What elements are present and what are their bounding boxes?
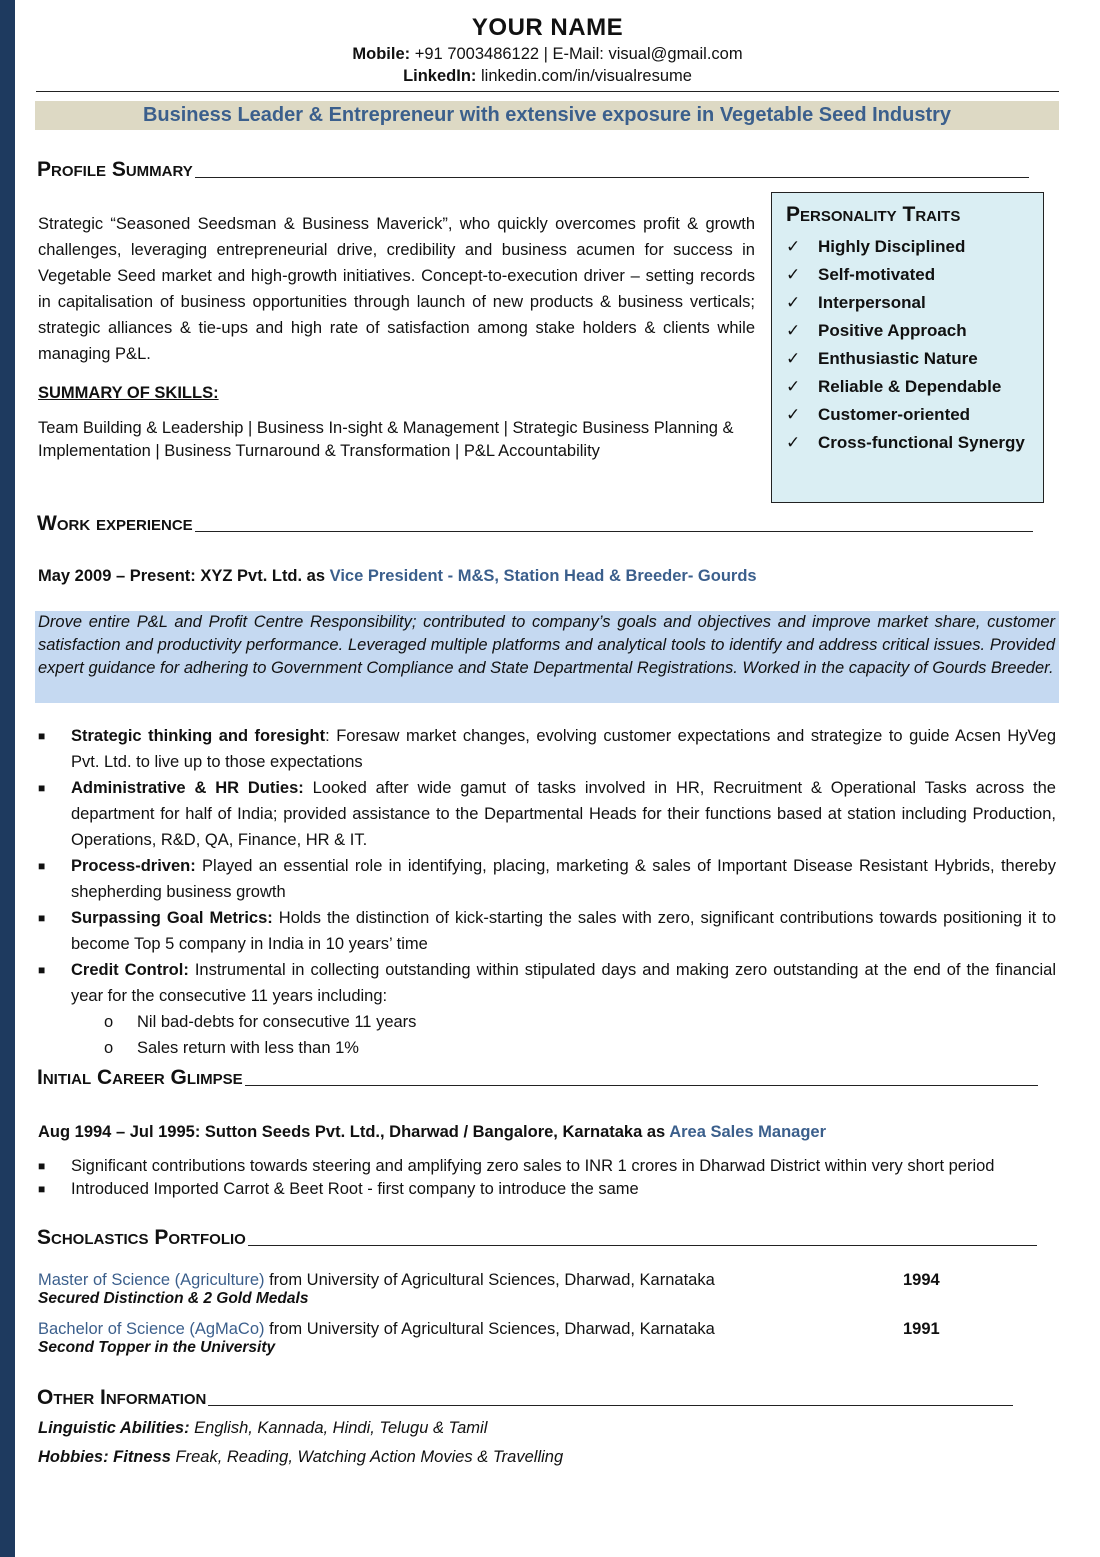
check-icon: ✓ [786, 349, 801, 368]
trait-item [786, 401, 1029, 429]
work-experience-heading [37, 512, 1033, 536]
work-bullet-text [71, 853, 1056, 905]
work-bullet-body: Instrumental in collecting outstanding within stipulated days and making zero outstanding at the end of the financial year for the consecutive 11 years including: [71, 961, 1056, 1005]
trait-label: Cross-functional Synergy [818, 433, 1025, 452]
degree-year: 1994 [903, 1271, 940, 1289]
bullet-square-icon: ■ [38, 1159, 46, 1173]
work-bullet-title: Surpassing Goal Metrics: [71, 909, 273, 927]
work-bullet-item [38, 775, 1056, 853]
work-bullet-body: Looked after wide gamut of tasks involved in HR, Recruitment & Operational Tasks across the department for half of India; provided assistance to the Departmental Heads for their functions based at station including Production, Operations, R&D, QA, Finance, HR & IT. [71, 779, 1056, 849]
trait-item [786, 261, 1029, 289]
education-list [38, 1271, 998, 1357]
trait-label: Customer-oriented [818, 405, 971, 424]
check-icon: ✓ [786, 265, 801, 284]
work-bullet-text [71, 775, 1056, 853]
bullet-square-icon: ■ [38, 963, 46, 977]
hobbies [38, 1448, 563, 1467]
degree-institution: from University of Agricultural Sciences, Dharwad, Karnataka [264, 1271, 715, 1289]
linguistic-label: Linguistic Abilities: [38, 1419, 190, 1437]
work-bullet-body: Holds the distinction of kick-starting the sales with zero, significant contributions towards positioning it to become Top 5 company in India in 10 years’ time [71, 909, 1056, 953]
header-divider [36, 91, 1059, 92]
headline-banner: Business Leader & Entrepreneur with extensive exposure in Vegetable Seed Industry [35, 101, 1059, 130]
degree-institution: from University of Agricultural Sciences, Dharwad, Karnataka [264, 1320, 715, 1338]
check-icon: ✓ [786, 237, 801, 256]
initial-career-title: Initial Career Glimpse [37, 1066, 243, 1089]
bullet-square-icon: ■ [38, 1182, 46, 1196]
career-bullet-text: Introduced Imported Carrot & Beet Root - first company to introduce the same [71, 1180, 639, 1198]
check-icon: ✓ [786, 321, 801, 340]
bullet-square-icon: ■ [38, 781, 46, 795]
trait-item [786, 429, 1029, 457]
trait-label: Reliable & Dependable [818, 377, 1002, 396]
trait-item [786, 373, 1029, 401]
bullet-square-icon: ■ [38, 859, 46, 873]
education-degree-line [38, 1320, 715, 1339]
check-icon: ✓ [786, 405, 801, 424]
career-bullet-item [38, 1155, 1056, 1178]
trait-label: Self-motivated [818, 265, 936, 284]
mobile-email-value: +91 7003486122 | E-Mail: visual@gmail.com [410, 45, 743, 63]
bullet-circle-icon: o [104, 1039, 114, 1057]
work-sub-bullet-item [104, 1009, 1056, 1035]
trait-label: Highly Disciplined [818, 237, 966, 256]
degree-year: 1991 [903, 1320, 940, 1338]
trait-item [786, 289, 1029, 317]
work-bullet-title: Credit Control: [71, 961, 189, 979]
scholastics-heading [37, 1226, 1037, 1250]
initial-job-title: Area Sales Manager [669, 1123, 827, 1141]
education-degree-line [38, 1271, 715, 1290]
skills-text: Team Building & Leadership | Business In-sight & Management | Strategic Business Planning & Implementation | Business Turnaround & Transformation | P&L Accountability [38, 419, 734, 460]
work-bullet-item [38, 853, 1056, 905]
work-summary-box: Drove entire P&L and Profit Centre Responsibility; contributed to company’s goals and objectives and improve market share, customer satisfaction and productivity performance. Leveraged multiple platforms and analytical tools to identify and address critical issues. Provided expert guidance for adhering to Government Compliance and State Departmental Registrations. Worked in the capacity of Gourds Breeder. [35, 611, 1059, 703]
work-bullet-body: Played an essential role in identifying, placing, marketing & sales of Important Disease Resistant Hybrids, thereby shepherding business growth [71, 857, 1056, 901]
trait-item [786, 233, 1029, 261]
work-bullet-item [38, 905, 1056, 957]
initial-job-dates-company: Aug 1994 – Jul 1995: Sutton Seeds Pvt. Ltd., Dharwad / Bangalore, Karnataka as [38, 1123, 670, 1141]
work-bullet-title: Process-driven: [71, 857, 196, 875]
work-bullet-body: : Foresaw market changes, evolving customer expectations and strategize to guide Acsen HyVeg Pvt. Ltd. to live up to those expectations [71, 727, 1056, 771]
work-bullet-item [38, 957, 1056, 1009]
work-bullets [38, 723, 1056, 1061]
linguistic-abilities [38, 1419, 487, 1438]
work-bullet-text [71, 957, 1056, 1009]
career-bullets [38, 1155, 1056, 1201]
check-icon: ✓ [786, 433, 801, 452]
check-icon: ✓ [786, 293, 801, 312]
hobbies-value: Freak, Reading, Watching Action Movies & Travelling [170, 1448, 564, 1466]
mobile-label: Mobile: [352, 45, 411, 63]
work-bullet-title: Strategic thinking and foresight [71, 727, 326, 745]
job-dates-company: May 2009 – Present: XYZ Pvt. Ltd. as [38, 567, 330, 585]
degree-achievement: Second Topper in the University [38, 1339, 276, 1356]
degree-achievement: Secured Distinction & 2 Gold Medals [38, 1290, 309, 1307]
personality-traits-box [771, 192, 1044, 503]
education-row [38, 1271, 998, 1290]
bullet-square-icon: ■ [38, 729, 46, 743]
career-bullet-text: Significant contributions towards steering and amplifying zero sales to INR 1 crores in Dharwad District within very short period [71, 1157, 995, 1175]
traits-heading: Personality Traits [786, 203, 961, 226]
traits-list [786, 233, 1029, 457]
work-bullet-text [71, 723, 1056, 775]
job-title: Vice President - M&S, Station Head & Breeder- Gourds [329, 567, 757, 585]
initial-career-heading [37, 1066, 1038, 1090]
bullet-square-icon: ■ [38, 911, 46, 925]
degree-name: Master of Science (Agriculture) [38, 1271, 265, 1289]
candidate-name: YOUR NAME [471, 14, 624, 41]
work-experience-title: Work experience [37, 512, 193, 535]
job-line-initial [38, 1123, 826, 1142]
career-bullet-item [38, 1178, 1056, 1201]
skills-heading: SUMMARY OF SKILLS: [38, 384, 219, 402]
work-sub-bullet-text: Nil bad-debts for consecutive 11 years [137, 1013, 417, 1031]
profile-summary-heading [37, 158, 1029, 182]
sidebar-accent-bar [0, 0, 15, 1557]
scholastics-title: Scholastics Portfolio [37, 1226, 246, 1249]
education-item [38, 1320, 998, 1357]
profile-summary-title: Profile Summary [37, 158, 193, 181]
trait-label: Enthusiastic Nature [818, 349, 978, 368]
check-icon: ✓ [786, 377, 801, 396]
contact-line [36, 45, 1059, 64]
other-information-title: Other Information [37, 1386, 207, 1409]
trait-label: Interpersonal [818, 293, 926, 312]
linkedin-label: LinkedIn: [403, 67, 477, 85]
work-bullet-text [71, 905, 1056, 957]
trait-item [786, 345, 1029, 373]
linkedin-line [36, 67, 1059, 86]
bullet-circle-icon: o [104, 1013, 114, 1031]
other-information-heading [37, 1386, 1013, 1410]
job-line-current [38, 567, 757, 586]
work-sub-bullet-text: Sales return with less than 1% [137, 1039, 359, 1057]
profile-summary-text: Strategic “Seasoned Seedsman & Business Maverick”, who quickly overcomes profit & growth challenges, leveraging entrepreneurial drive, credibility and business acumen for success in Vegetable Seed market and high-growth initiatives. Concept-to-execution driver – setting records in capitalisation of business opportunities through launch of new products & business verticals; strategic alliances & tie-ups and high rate of satisfaction among stake holders & clients while managing P&L. [38, 215, 755, 363]
work-bullet-item [38, 723, 1056, 775]
hobbies-label: Hobbies: Fitness [38, 1448, 171, 1466]
education-row [38, 1320, 998, 1339]
linguistic-value: English, Kannada, Hindi, Telugu & Tamil [189, 1419, 488, 1437]
degree-name: Bachelor of Science (AgMaCo) [38, 1320, 265, 1338]
work-sub-bullet-item [104, 1035, 1056, 1061]
work-bullet-title: Administrative & HR Duties: [71, 779, 304, 797]
linkedin-value: linkedin.com/in/visualresume [476, 67, 692, 85]
trait-label: Positive Approach [818, 321, 967, 340]
education-item [38, 1271, 998, 1308]
trait-item [786, 317, 1029, 345]
